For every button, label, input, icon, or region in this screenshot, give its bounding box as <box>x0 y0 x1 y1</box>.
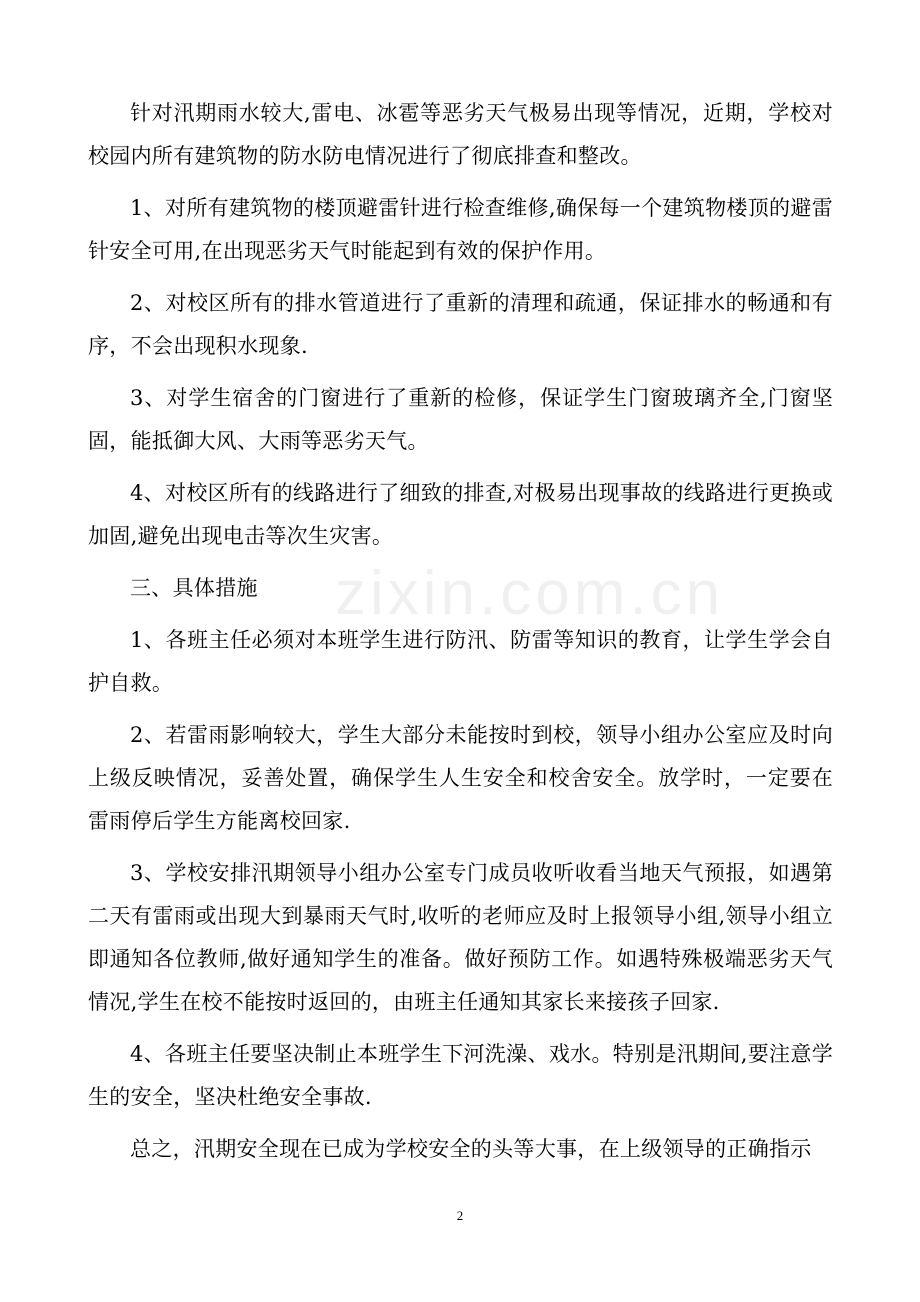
paragraph-item-4: 4、对校区所有的线路进行了细致的排查,对极易出现事故的线路进行更换或加固,避免出现电击等次生灾害。 <box>88 481 833 548</box>
page-number: 2 <box>456 1208 464 1223</box>
paragraph-intro: 针对汛期雨水较大,雷电、冰雹等恶劣天气极易出现等情况，近期，学校对校园内所有建筑物的防水防电情况进行了彻底排查和整改。 <box>88 101 833 168</box>
paragraph-measure-1: 1、各班主任必须对本班学生进行防汛、防雷等知识的教育，让学生学会自护自救。 <box>88 628 833 695</box>
paragraph-summary: 总之，汛期安全现在已成为学校安全的头等大事，在上级领导的正确指示 <box>130 1137 812 1161</box>
paragraph-measure-2: 2、若雷雨影响较大，学生大部分未能按时到校，领导小组办公室应及时向上级反映情况，妥善处置，确保学生人生安全和校舍安全。放学时，一定要在雷雨停后学生方能离校回家. <box>88 723 833 833</box>
paragraph-item-1: 1、对所有建筑物的楼顶避雷针进行检查维修,确保每一个建筑物楼顶的避雷针安全可用,在出现恶劣天气时能起到有效的保护作用。 <box>88 196 833 263</box>
paragraph-measure-3: 3、学校安排汛期领导小组办公室专门成员收听收看当地天气预报，如遇第二天有雷雨或出现大到暴雨天气时,收听的老师应及时上报领导小组,领导小组立即通知各位教师,做好通知学生的准备。做好预防工作。如遇特殊极端恶劣天气情况,学生在校不能按时返回的，由班主任通知其家长来接孩子回家. <box>88 861 833 1014</box>
watermark-text: zixin.com.cn <box>335 559 725 628</box>
paragraph-item-2: 2、对校区所有的排水管道进行了重新的清理和疏通，保证排水的畅通和有序，不会出现积水现象. <box>88 291 833 358</box>
document-body <box>88 92 833 1171</box>
paragraph-measure-4: 4、各班主任要坚决制止本班学生下河洗澡、戏水。特别是汛期间,要注意学生的安全，坚决杜绝安全事故. <box>88 1042 833 1109</box>
section-heading: 三、具体措施 <box>130 576 258 600</box>
paragraph-item-3: 3、对学生宿舍的门窗进行了重新的检修，保证学生门窗玻璃齐全,门窗坚固，能抵御大风、大雨等恶劣天气。 <box>88 386 833 453</box>
